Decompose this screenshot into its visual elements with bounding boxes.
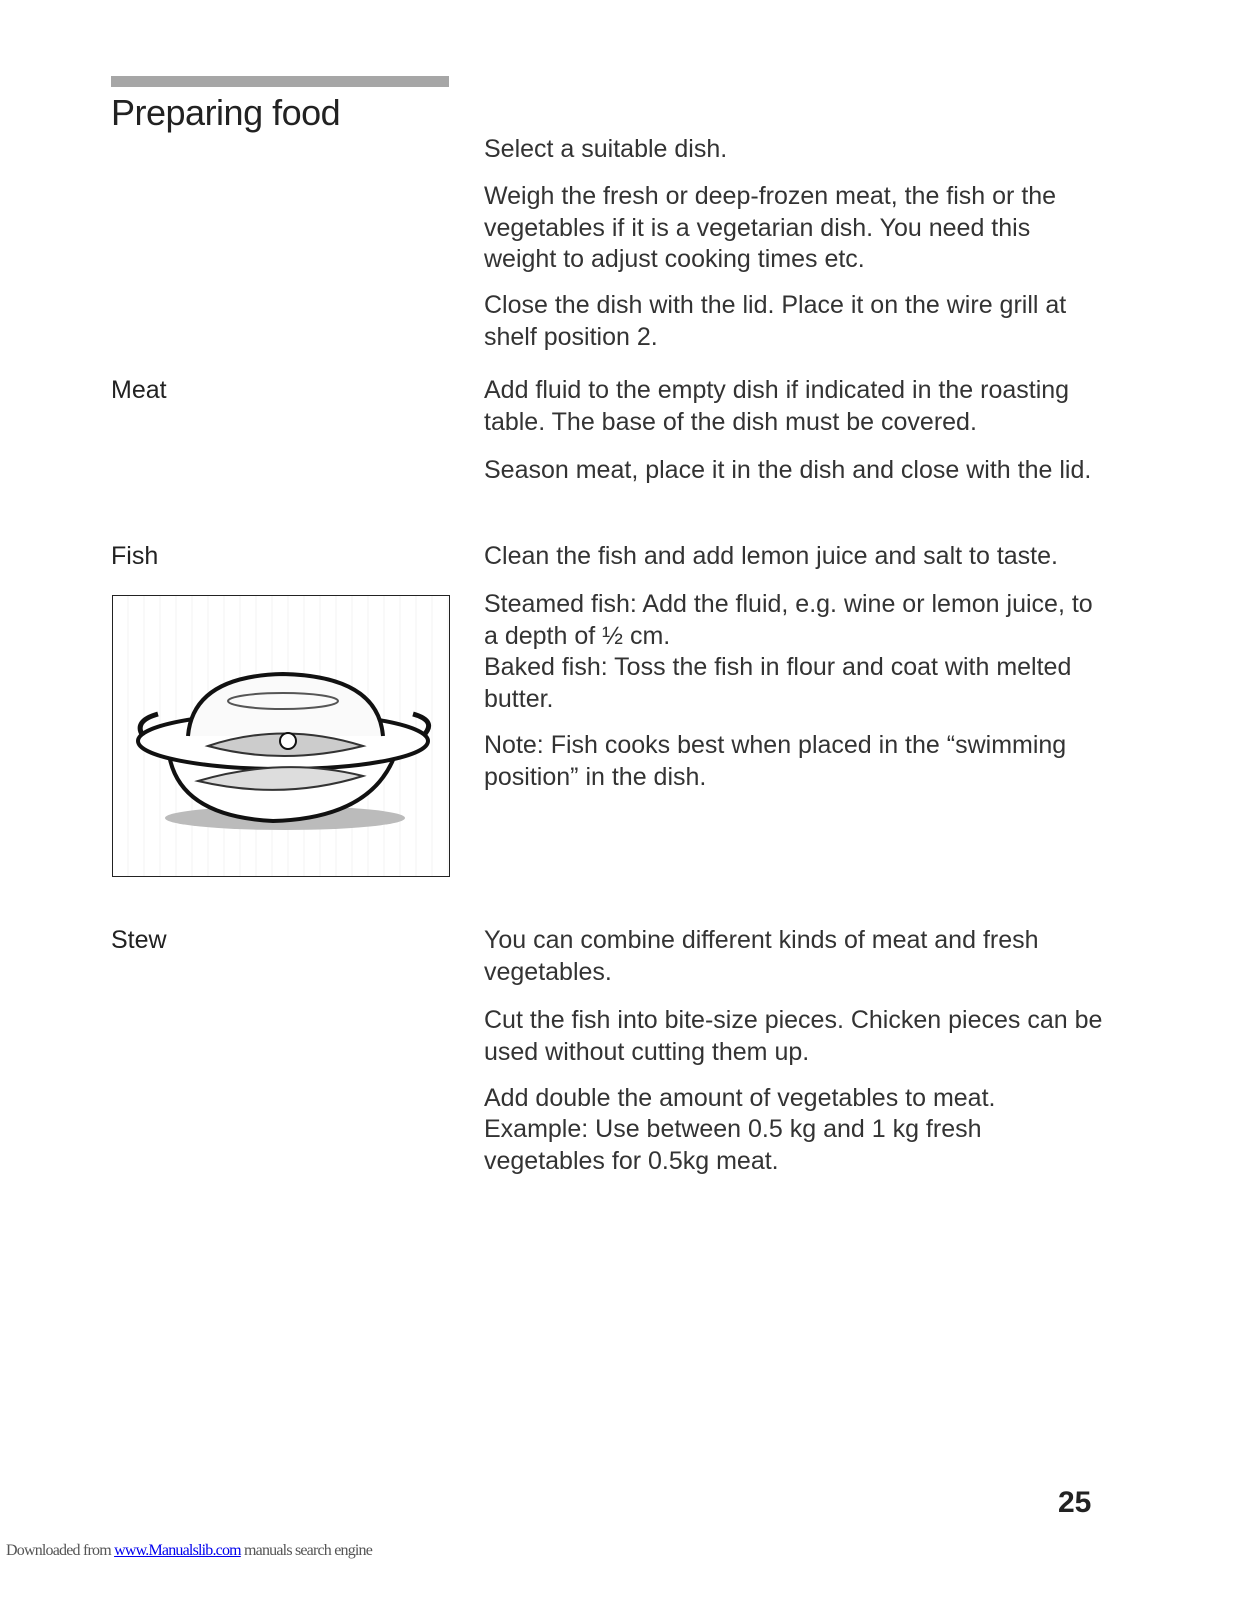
- meat-paragraph: Season meat, place it in the dish and close with the lid.: [484, 456, 1092, 484]
- intro-paragraph: Close the dish with the lid. Place it on the wire grill at shelf position 2.: [484, 291, 1067, 351]
- title-rule: [111, 76, 449, 87]
- fish-paragraph: Steamed fish: Add the fluid, e.g. wine or lemon juice, to a depth of ½ cm.: [484, 590, 1093, 650]
- footer: [6, 1542, 372, 1560]
- fish-paragraph: Baked fish: Toss the fish in flour and coat with melted butter.: [484, 653, 1072, 713]
- intro-paragraph: Weigh the fresh or deep-frozen meat, the fish or the vegetables if it is a vegetarian dish. You need this weight to adjust cooking times etc.: [484, 182, 1057, 273]
- fish-dish-illustration: [112, 595, 450, 877]
- fish-paragraph: Note: Fish cooks best when placed in the “swimming position” in the dish.: [484, 731, 1067, 791]
- stew-paragraph: Example: Use between 0.5 kg and 1 kg fresh vegetables for 0.5kg meat.: [484, 1115, 982, 1175]
- page-title: Preparing food: [111, 92, 341, 133]
- section-label-stew: Stew: [111, 926, 167, 954]
- footer-suffix: manuals search engine: [240, 1542, 373, 1559]
- section-label-meat: Meat: [111, 376, 167, 404]
- stew-paragraph: Cut the fish into bite-size pieces. Chicken pieces can be used without cutting them up.: [484, 1006, 1103, 1066]
- stew-paragraph: Add double the amount of vegetables to meat.: [484, 1084, 996, 1112]
- meat-paragraph: Add fluid to the empty dish if indicated in the roasting table. The base of the dish must be covered.: [484, 376, 1070, 436]
- section-label-fish: Fish: [111, 542, 159, 570]
- roasting-dish-with-fish-image: [113, 596, 448, 875]
- page-number: 25: [1058, 1486, 1092, 1519]
- fish-paragraph: Clean the fish and add lemon juice and salt to taste.: [484, 542, 1058, 570]
- footer-prefix: Downloaded from: [6, 1542, 115, 1559]
- manualslib-link[interactable]: www.Manualslib.com: [114, 1542, 241, 1559]
- stew-paragraph: You can combine different kinds of meat and fresh vegetables.: [484, 926, 1039, 986]
- intro-paragraph: Select a suitable dish.: [484, 135, 728, 163]
